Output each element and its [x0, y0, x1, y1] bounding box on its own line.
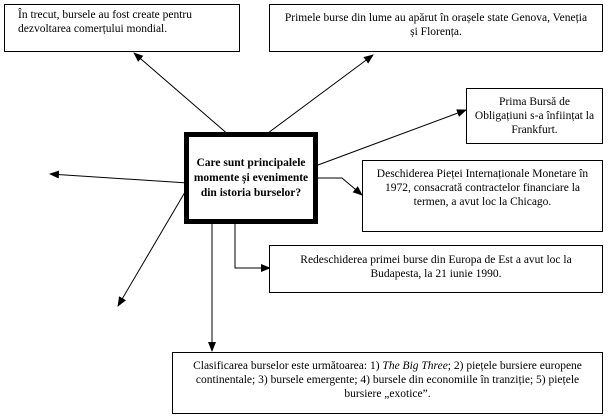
- note-budapest: [269, 245, 603, 293]
- note-classification: [172, 352, 603, 414]
- note-trade-origin: [4, 4, 240, 52]
- note-chicago: [362, 160, 603, 232]
- arrow-to-frankfurt: [318, 110, 466, 165]
- note-first-exchanges-text: Primele burse din lume au apărut în orașele state Genova, Veneția și Florența.: [284, 12, 588, 38]
- arrow-to-chicago: [318, 178, 362, 195]
- note-frankfurt: [466, 88, 603, 144]
- classification-suffix: ; 2) piețele bursiere europene continentale; 3) bursele emergente; 4) bursele din economiile în tranziție; 5) piețele bursiere „exotice”.: [195, 360, 582, 400]
- classification-prefix: Clasificarea burselor este următoarea: 1): [193, 360, 383, 372]
- arrow-to-top-right: [264, 55, 373, 136]
- note-trade-origin-text: În trecut, bursele au fost create pentru dezvoltarea comerțului mondial.: [18, 9, 193, 35]
- arrow-left: [50, 174, 188, 183]
- note-frankfurt-text: Prima Bursă de Obligațiuni s-a înființat la Frankfurt.: [474, 96, 595, 136]
- arrow-to-top-left: [134, 53, 230, 136]
- note-budapest-text: Redeschiderea primei burse din Europa de Est a avut loc la Budapesta, la 21 iunie 1990.: [300, 254, 572, 280]
- note-first-exchanges: [269, 4, 603, 52]
- note-chicago-text: Deschiderea Pieței Internaționale Monetare în 1972, consacrată contractelor financiare la termen, a avut loc la Chicago.: [376, 168, 589, 208]
- arrow-lower-left: [118, 187, 188, 306]
- classification-big-three: The Big Three: [382, 360, 448, 372]
- arrow-to-budapest: [235, 223, 270, 268]
- central-question: [184, 132, 318, 224]
- central-question-text: Care sunt principalele momente și evenimente din istoria burselor?: [193, 156, 309, 199]
